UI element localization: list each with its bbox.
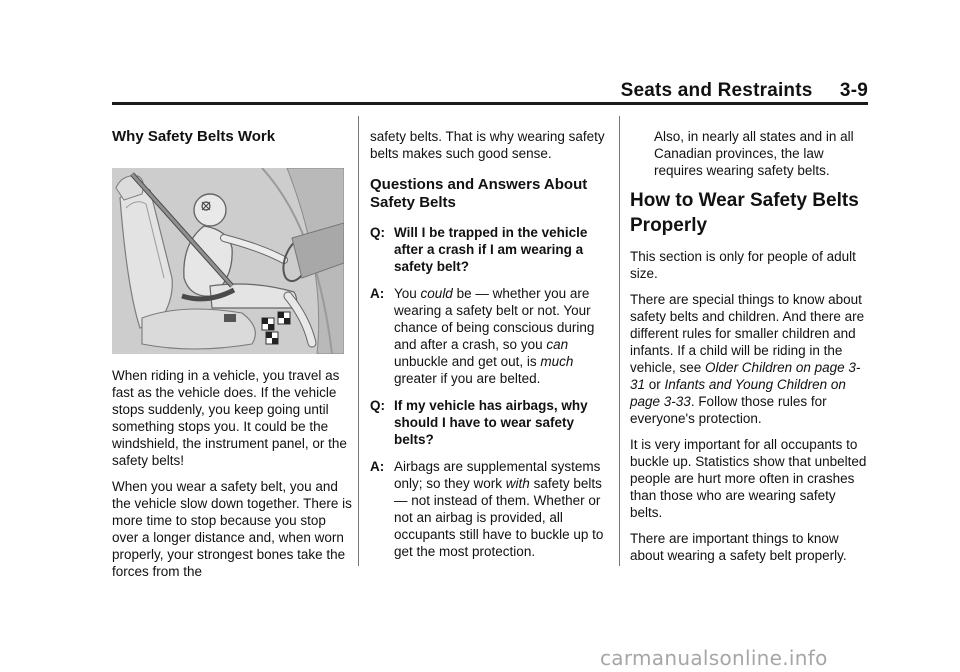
paragraph: It is very important for all occupants to buckle up. Statistics show that unbelted people are hurt more often in crashes than those who are wearing safety belts. (630, 437, 867, 520)
question-text: Will I be trapped in the vehicle after a crash if I am wearing a safety belt? (394, 225, 588, 274)
section-heading-qa: Questions and Answers About Safety Belts (370, 176, 588, 211)
paragraph-continued: Also, in nearly all states and in all Canadian provinces, the law requires wearing safety belts. (654, 129, 854, 178)
paragraph-continued: safety belts. That is why wearing safety belts makes such good sense. (370, 129, 605, 161)
paragraph: There are important things to know about wearing a safety belt properly. (630, 531, 847, 563)
question-tag: Q: (370, 398, 385, 413)
paragraph: There are special things to know about safety belts and children. And there are different rules for smaller children and infants. If a child will be riding in the vehicle, see Older Children on page 3-31 or Infants and Young Children on page 3-33. Follow those rules for everyone's protection. (630, 292, 865, 426)
paragraph: This section is only for people of adult size. (630, 249, 856, 281)
question-text: If my vehicle has airbags, why should I have to wear safety belts? (394, 398, 588, 447)
paragraph: When riding in a vehicle, you travel as fast as the vehicle does. If the vehicle stops suddenly, you keep going until something stops you. It could be the windshield, the instrument panel, or the safety belts! (112, 368, 347, 468)
question-1 (370, 224, 612, 275)
section-heading-why-belts: Why Safety Belts Work (112, 128, 276, 145)
column-1-body (112, 367, 352, 589)
question-tag: Q: (370, 225, 385, 240)
column-1 (112, 128, 348, 146)
page-header-title: Seats and Restraints 3-9 (620, 80, 868, 101)
answer-2 (370, 458, 612, 560)
question-2 (370, 397, 612, 448)
answer-text: You could be — whether you are wearing a safety belt or not. Your chance of being conscious during and after a crash, so you can unbuckle and get out, is much greater if you are belted. (394, 286, 595, 386)
column-divider-2 (619, 116, 620, 566)
answer-text: Airbags are supplemental systems only; so they work with safety belts — not instead of them. Whether or not an airbag is provided, all occupants still have to buckle up to get the most protection. (394, 459, 604, 559)
column-3 (630, 128, 870, 573)
header-rule (112, 102, 868, 105)
section-heading-how-to-wear: How to Wear Safety Belts Properly (630, 190, 859, 236)
column-divider-1 (358, 116, 359, 566)
answer-tag: A: (370, 286, 385, 301)
crash-dummy-drawing (112, 168, 344, 354)
answer-1 (370, 285, 612, 387)
answer-tag: A: (370, 459, 385, 474)
site-watermark: carmanualsonline.info (600, 646, 828, 670)
crash-dummy-illustration (112, 168, 344, 354)
column-2 (370, 128, 612, 570)
paragraph: When you wear a safety belt, you and the vehicle slow down together. There is more time to stop because you stop over a longer distance and, when worn properly, your strongest bones take the forces from the (112, 479, 352, 579)
